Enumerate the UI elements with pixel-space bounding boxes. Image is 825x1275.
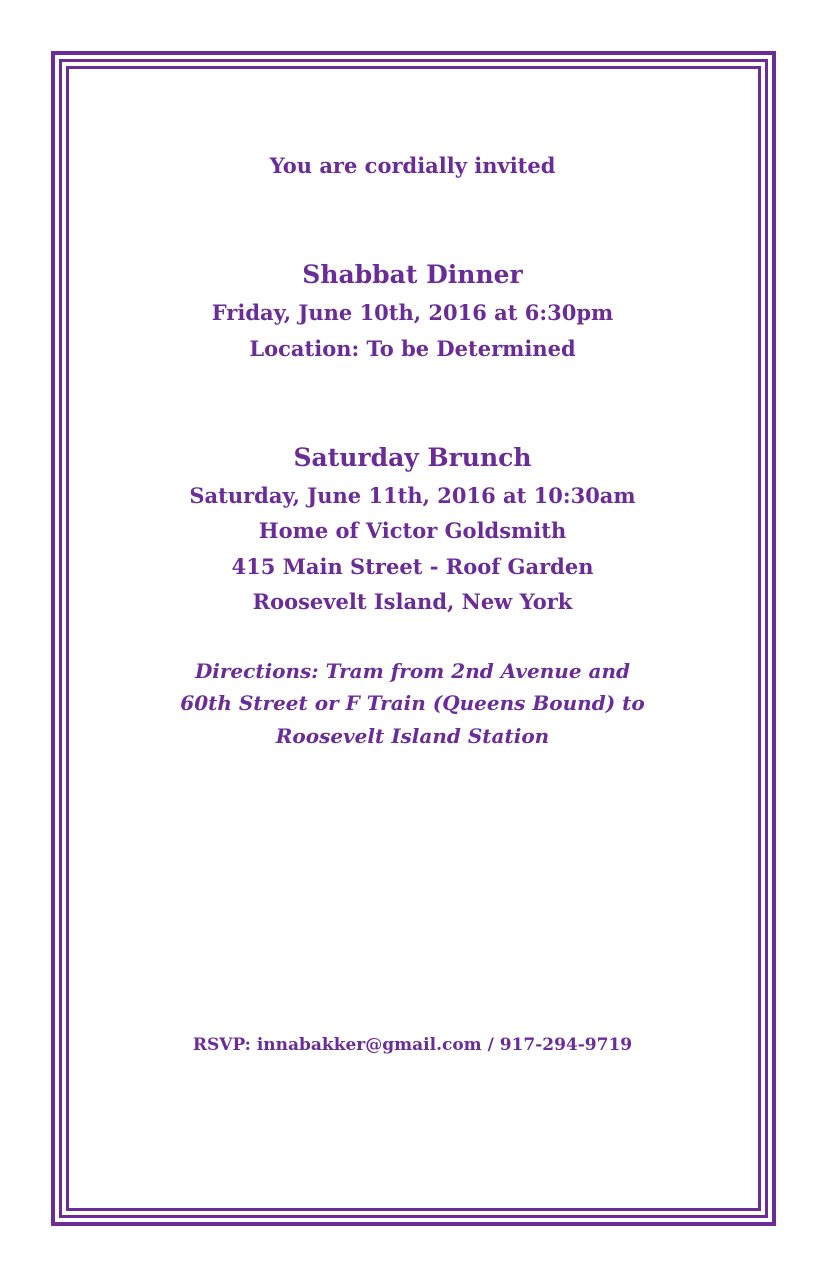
directions-line-1: Directions: Tram from 2nd Avenue and bbox=[194, 659, 631, 683]
brunch-address: 415 Main Street - Roof Garden bbox=[231, 554, 594, 579]
brunch-datetime: Saturday, June 11th, 2016 at 10:30am bbox=[189, 483, 636, 508]
dinner-title: Shabbat Dinner bbox=[302, 260, 523, 289]
directions-line-3: Roosevelt Island Station bbox=[275, 724, 550, 748]
brunch-city: Roosevelt Island, New York bbox=[252, 589, 573, 614]
rsvp-contact: RSVP: innabakker@gmail.com / 917-294-9719 bbox=[192, 1035, 633, 1055]
dinner-location: Location: To be Determined bbox=[249, 336, 576, 361]
directions-line-2: 60th Street or F Train (Queens Bound) to bbox=[180, 691, 645, 715]
invitation-intro: You are cordially invited bbox=[269, 153, 556, 178]
brunch-title: Saturday Brunch bbox=[293, 443, 532, 472]
dinner-datetime: Friday, June 10th, 2016 at 6:30pm bbox=[211, 300, 614, 325]
brunch-host: Home of Victor Goldsmith bbox=[258, 518, 567, 543]
